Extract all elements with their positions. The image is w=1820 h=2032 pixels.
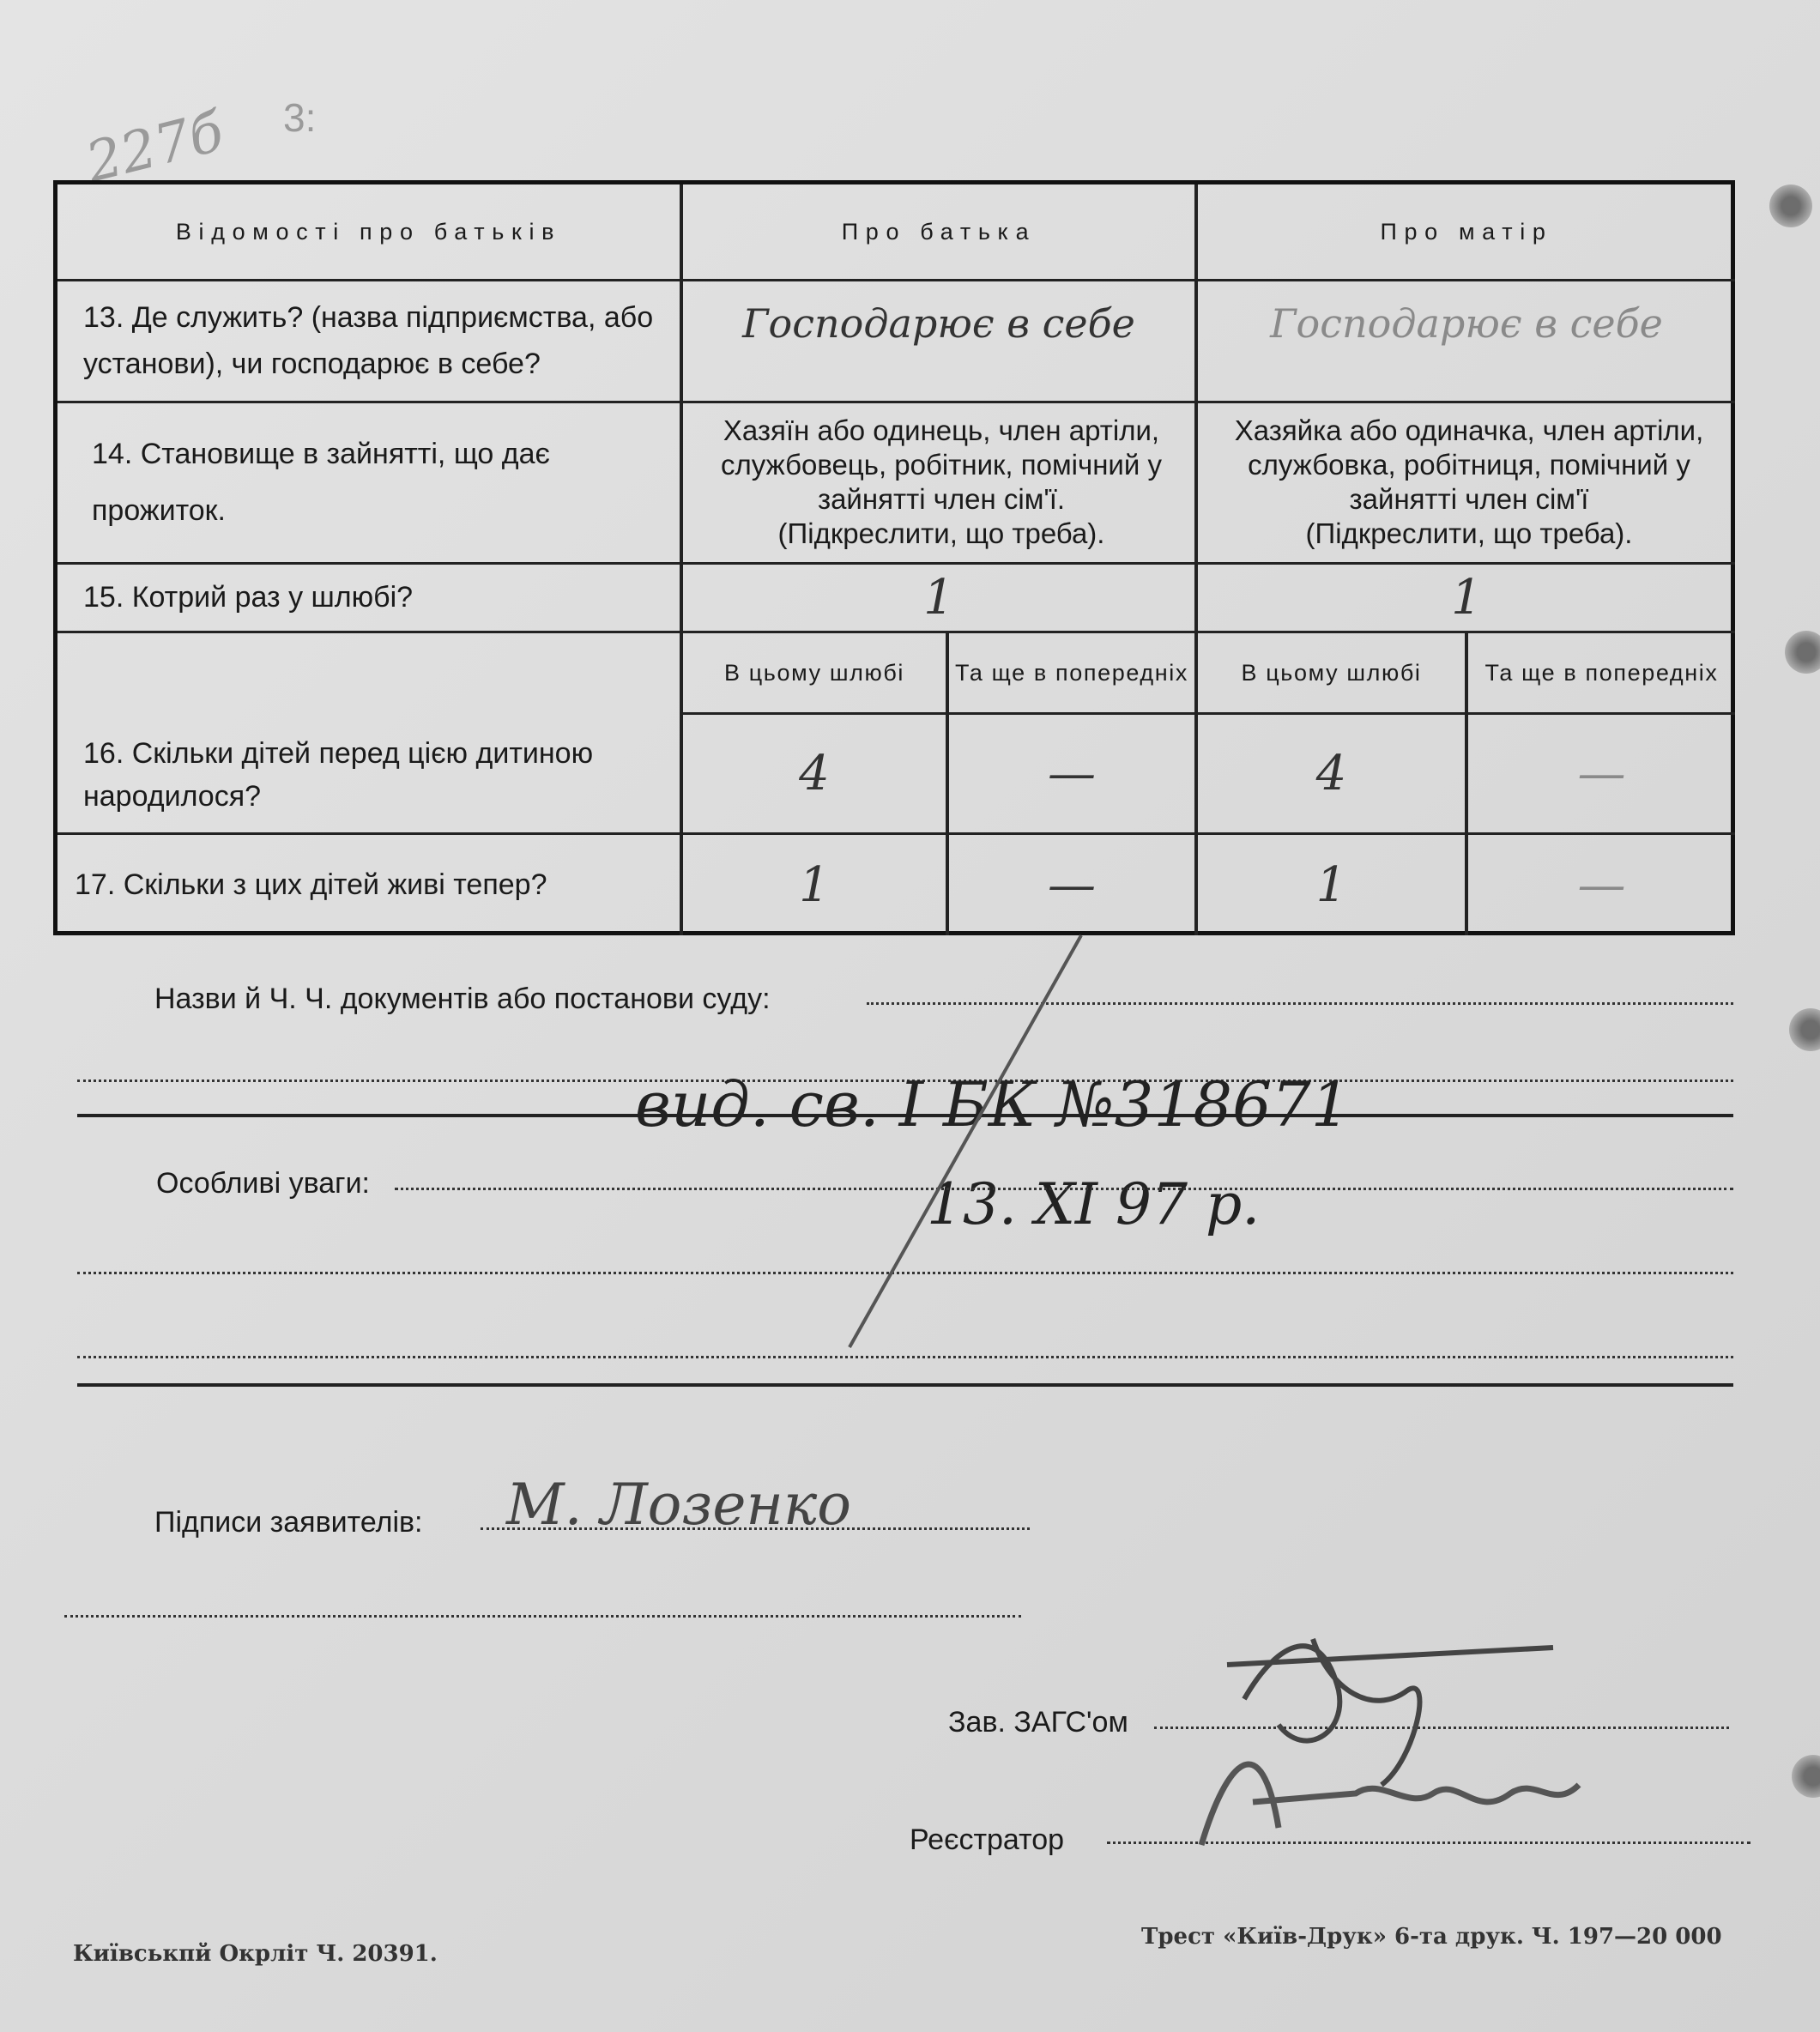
- mother-col-previous: Та ще в попередніх: [1484, 659, 1719, 686]
- official-signatures: [1150, 1588, 1682, 1896]
- signatures-label: Підписи заявителів:: [154, 1506, 423, 1539]
- question-16-label: 16. Скільки дітей перед цією дитиною народилося?: [83, 736, 594, 813]
- remarks-handwritten-2: 13. XI 97 р.: [927, 1171, 1261, 1237]
- question-15-label: 15. Котрий раз у шлюбі?: [83, 581, 414, 614]
- question-14-label: 14. Становище в зайнятті, що дає прожиток.: [92, 438, 550, 527]
- diagonal-stroke: [824, 927, 1116, 1356]
- father-status-note: (Підкреслити, що треба).: [777, 517, 1105, 549]
- header-father: Про батька: [841, 218, 1037, 245]
- header-mother: Про матір: [1380, 218, 1553, 245]
- question-16-mother-prev: —: [1577, 745, 1626, 801]
- section-divider-2: [77, 1383, 1733, 1387]
- question-17-father-prev: —: [1048, 856, 1096, 913]
- registrar-label: Реєстратор: [910, 1823, 1065, 1856]
- archive-note: 227б: [80, 100, 230, 196]
- footer-printer-right: Трест «Київ-Друк» 6-та друк. Ч. 197—20 000: [1141, 1924, 1722, 1950]
- father-status-options: Хазяїн або одинець, член артіли, службовець, робітник, помічний у зайнятті член сім'ї.: [721, 414, 1162, 515]
- question-16-mother-this: 4: [1315, 745, 1347, 801]
- question-16-father-prev: —: [1048, 745, 1096, 801]
- punch-hole: [1792, 1755, 1820, 1798]
- applicant-signature: М. Лозенко: [506, 1472, 852, 1538]
- mother-status-options: Хазяйка або одиначка, член артіли, службовка, робітниця, помічний у зайнятті член сім'ї: [1234, 414, 1704, 515]
- remarks-line-3: [77, 1356, 1733, 1358]
- archive-mark: 3:: [283, 95, 317, 140]
- documents-label: Назви й Ч. Ч. документів або постанови суду:: [154, 983, 771, 1015]
- remarks-label: Особливі уваги:: [156, 1167, 371, 1200]
- question-15-mother-answer: 1: [1451, 569, 1482, 626]
- remarks-handwritten-1: вид. св. I БК №318671: [635, 1068, 1351, 1140]
- question-15-father-answer: 1: [923, 569, 954, 626]
- question-17-label: 17. Скільки з цих дітей живі тепер?: [75, 868, 547, 901]
- punch-hole: [1785, 631, 1820, 674]
- question-17-father-this: 1: [799, 856, 830, 913]
- header-parents-info: Відомості про батьків: [175, 218, 562, 245]
- question-14-mother-options: [1216, 402, 1722, 562]
- footer-printer-left: Київськпй Окрліт Ч. 20391.: [73, 1941, 438, 1967]
- signatures-line-2: [64, 1615, 1021, 1618]
- punch-hole: [1789, 1008, 1820, 1051]
- question-17-mother-prev: —: [1577, 856, 1626, 913]
- question-13-label: 13. Де служить? (назва підприємства, або установи), чи господарює в себе?: [83, 301, 654, 380]
- father-col-previous: Та ще в попередніх: [954, 659, 1189, 686]
- question-17-mother-this: 1: [1315, 856, 1347, 913]
- question-13-father-answer: Господарює в себе: [742, 300, 1135, 347]
- question-16-father-this: 4: [799, 745, 830, 801]
- question-14-father-options: [701, 402, 1182, 562]
- mother-col-this-marriage: В цьому шлюбі: [1241, 659, 1422, 686]
- father-col-this-marriage: В цьому шлюбі: [723, 659, 905, 686]
- head-of-registry-label: Зав. ЗАГС'ом: [948, 1706, 1128, 1739]
- parents-info-table: [53, 180, 1735, 935]
- question-13-mother-answer: Господарює в себе: [1270, 300, 1663, 347]
- mother-status-note: (Підкреслити, що треба).: [1305, 517, 1633, 549]
- punch-hole: [1769, 184, 1812, 227]
